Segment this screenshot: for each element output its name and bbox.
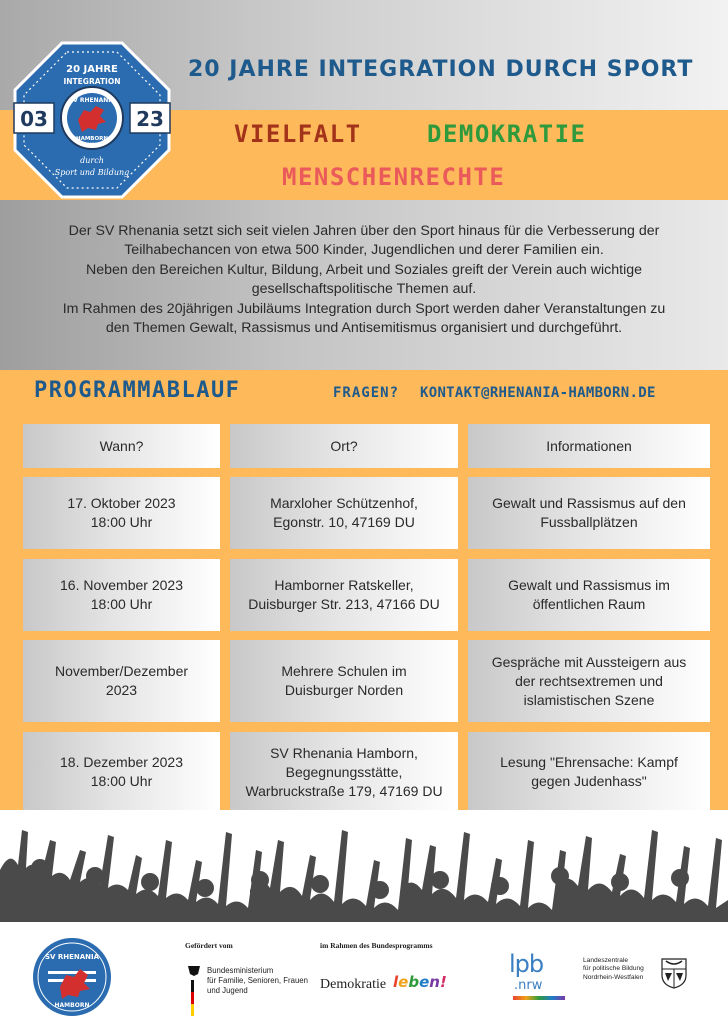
program-label: im Rahmen des Bundesprogramms	[320, 941, 433, 950]
logo-club: SV RHENANIA	[68, 97, 116, 104]
event-when: 18. Dezember 2023 18:00 Uhr	[23, 732, 220, 812]
logo-durch: durch	[80, 156, 104, 165]
intro-line: Im Rahmen des 20jährigen Jubiläums Integration durch Sport werden daher Veranstaltungen zu	[62, 300, 666, 317]
landeszentrale-name: Landeszentrale für politische Bildung Nordrhein-Westfalen	[583, 957, 644, 981]
federal-eagle-icon	[185, 962, 203, 1016]
lpb-color-bar	[513, 996, 565, 1000]
logo-town: HAMBORN	[75, 136, 109, 142]
event-info: Gewalt und Rassismus im öffentlichen Raum	[468, 559, 710, 631]
footer-logo-town: HAMBORN	[54, 1002, 90, 1009]
event-when: 17. Oktober 2023 18:00 Uhr	[23, 477, 220, 549]
event-where: Hamborner Ratskeller, Duisburger Str. 213, 47166 DU	[230, 559, 458, 631]
header-when: Wann?	[23, 424, 220, 468]
intro-line: gesellschaftspolitische Themen auf.	[251, 281, 477, 298]
event-info: Lesung "Ehrensache: Kampf gegen Judenhass"	[468, 732, 710, 812]
demokratie-word: Demokratie	[320, 977, 387, 992]
crowd-silhouette	[0, 810, 728, 922]
intro-line: Neben den Bereichen Kultur, Bildung, Arbeit und Soziales greift der Verein auch wichtige	[85, 261, 643, 278]
logo-year-left: 03	[20, 107, 48, 131]
funded-by-label: Gefördert vom	[185, 941, 233, 950]
logo-integration: INTEGRATION	[63, 77, 121, 86]
intro-line: den Themen Gewalt, Rassismus und Antisemitismus organisiert und durchgeführt.	[105, 320, 623, 337]
lpb-logo-main: lpb	[509, 950, 544, 978]
event-where: Marxloher Schützenhof, Egonstr. 10, 47169 DU	[230, 477, 458, 549]
intro-line: Der SV Rhenania setzt sich seit vielen Jahren über den Sport hinaus für die Verbesserung der	[68, 223, 660, 239]
logo-top-text: 20 JAHRE	[66, 64, 118, 75]
event-when: 16. November 2023 18:00 Uhr	[23, 559, 220, 631]
leben-word: leben!	[393, 973, 447, 991]
intro-paragraph	[18, 222, 710, 338]
page-title: 20 JAHRE INTEGRATION DURCH SPORT	[188, 57, 694, 82]
lpb-logo-sub: .nrw	[514, 978, 543, 993]
contact-label: FRAGEN?	[333, 385, 400, 401]
club-anniversary-logo	[12, 40, 172, 200]
keyword-demokratie: DEMOKRATIE	[427, 120, 587, 148]
ministry-name: Bundesministerium für Familie, Senioren, Frauen und Jugend	[207, 966, 308, 995]
program-title: PROGRAMMABLAUF	[34, 378, 241, 403]
event-where: Mehrere Schulen im Duisburger Norden	[230, 640, 458, 722]
header-info: Informationen	[468, 424, 710, 468]
nrw-coat-of-arms-icon	[660, 957, 688, 989]
intro-line: Teilhabechancen von etwa 500 Kinder, Jugendlichen und derer Familien ein.	[124, 242, 604, 259]
logo-year-right: 23	[136, 107, 164, 131]
footer-club-logo	[30, 935, 114, 1019]
contact-email-link[interactable]: KONTAKT@RHENANIA-HAMBORN.DE	[420, 385, 656, 401]
keyword-vielfalt: VIELFALT	[234, 120, 362, 148]
footer-logo-club: SV RHENANIA	[44, 953, 100, 961]
logo-founded: 1926	[86, 142, 98, 147]
event-info: Gewalt und Rassismus auf den Fussballplätzen	[468, 477, 710, 549]
keyword-menschenrechte: MENSCHENRECHTE	[282, 163, 506, 191]
logo-sport-bildung: Sport und Bildung	[54, 168, 130, 177]
header-where: Ort?	[230, 424, 458, 468]
event-where: SV Rhenania Hamborn, Begegnungsstätte, Warbruckstraße 179, 47169 DU	[230, 732, 458, 812]
event-when: November/Dezember 2023	[23, 640, 220, 722]
event-info: Gespräche mit Aussteigern aus der rechtsextremen und islamistischen Szene	[468, 640, 710, 722]
